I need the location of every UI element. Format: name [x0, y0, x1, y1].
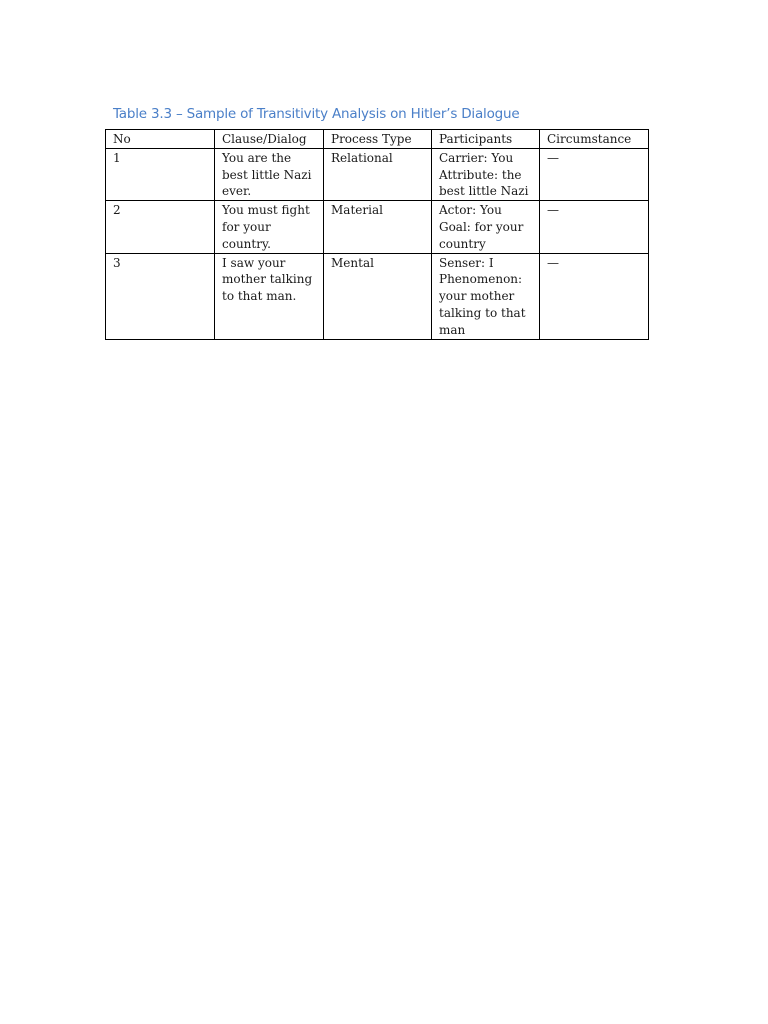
line: You must fight — [222, 203, 310, 218]
header-no: No — [106, 130, 215, 149]
cell-participants — [432, 148, 540, 200]
cell-no: 3 — [106, 253, 215, 339]
line: country. — [222, 236, 271, 251]
cell-circumstance: — — [540, 201, 649, 253]
line: to that man. — [222, 289, 297, 304]
cell-clause — [215, 201, 324, 253]
cell-circumstance: — — [540, 253, 649, 339]
header-participants: Participants — [432, 130, 540, 149]
cell-participants — [432, 201, 540, 253]
cell-process-type: Material — [324, 201, 432, 253]
line: I saw your — [222, 255, 286, 270]
cell-clause — [215, 253, 324, 339]
line: Goal: for your — [439, 219, 524, 234]
cell-process-type: Mental — [324, 253, 432, 339]
header-circumstance: Circumstance — [540, 130, 649, 149]
table-row — [106, 253, 649, 339]
cell-no: 1 — [106, 148, 215, 200]
line: Attribute: the — [439, 167, 522, 182]
line: talking to that — [439, 305, 526, 320]
line: ever. — [222, 184, 252, 199]
line: best little Nazi — [439, 184, 529, 199]
line: mother talking — [222, 272, 313, 287]
line: your mother — [439, 289, 515, 304]
cell-participants — [432, 253, 540, 339]
header-clause: Clause/Dialog — [215, 130, 324, 149]
table-header-row — [106, 130, 649, 149]
line: country — [439, 236, 486, 251]
line: man — [439, 322, 466, 337]
table-row — [106, 148, 649, 200]
table-caption: Table 3.3 – Sample of Transitivity Analysis on Hitler’s Dialogue — [113, 106, 520, 122]
table-row — [106, 201, 649, 253]
line: for your — [222, 219, 271, 234]
header-process-type: Process Type — [324, 130, 432, 149]
line: Senser: I — [439, 255, 494, 270]
line: Actor: You — [439, 203, 502, 218]
line: You are the — [222, 150, 292, 165]
transitivity-table — [105, 129, 649, 340]
cell-no: 2 — [106, 201, 215, 253]
line: Carrier: You — [439, 150, 514, 165]
line: best little Nazi — [222, 167, 312, 182]
line: Phenomenon: — [439, 272, 523, 287]
cell-circumstance: — — [540, 148, 649, 200]
cell-process-type: Relational — [324, 148, 432, 200]
cell-clause — [215, 148, 324, 200]
